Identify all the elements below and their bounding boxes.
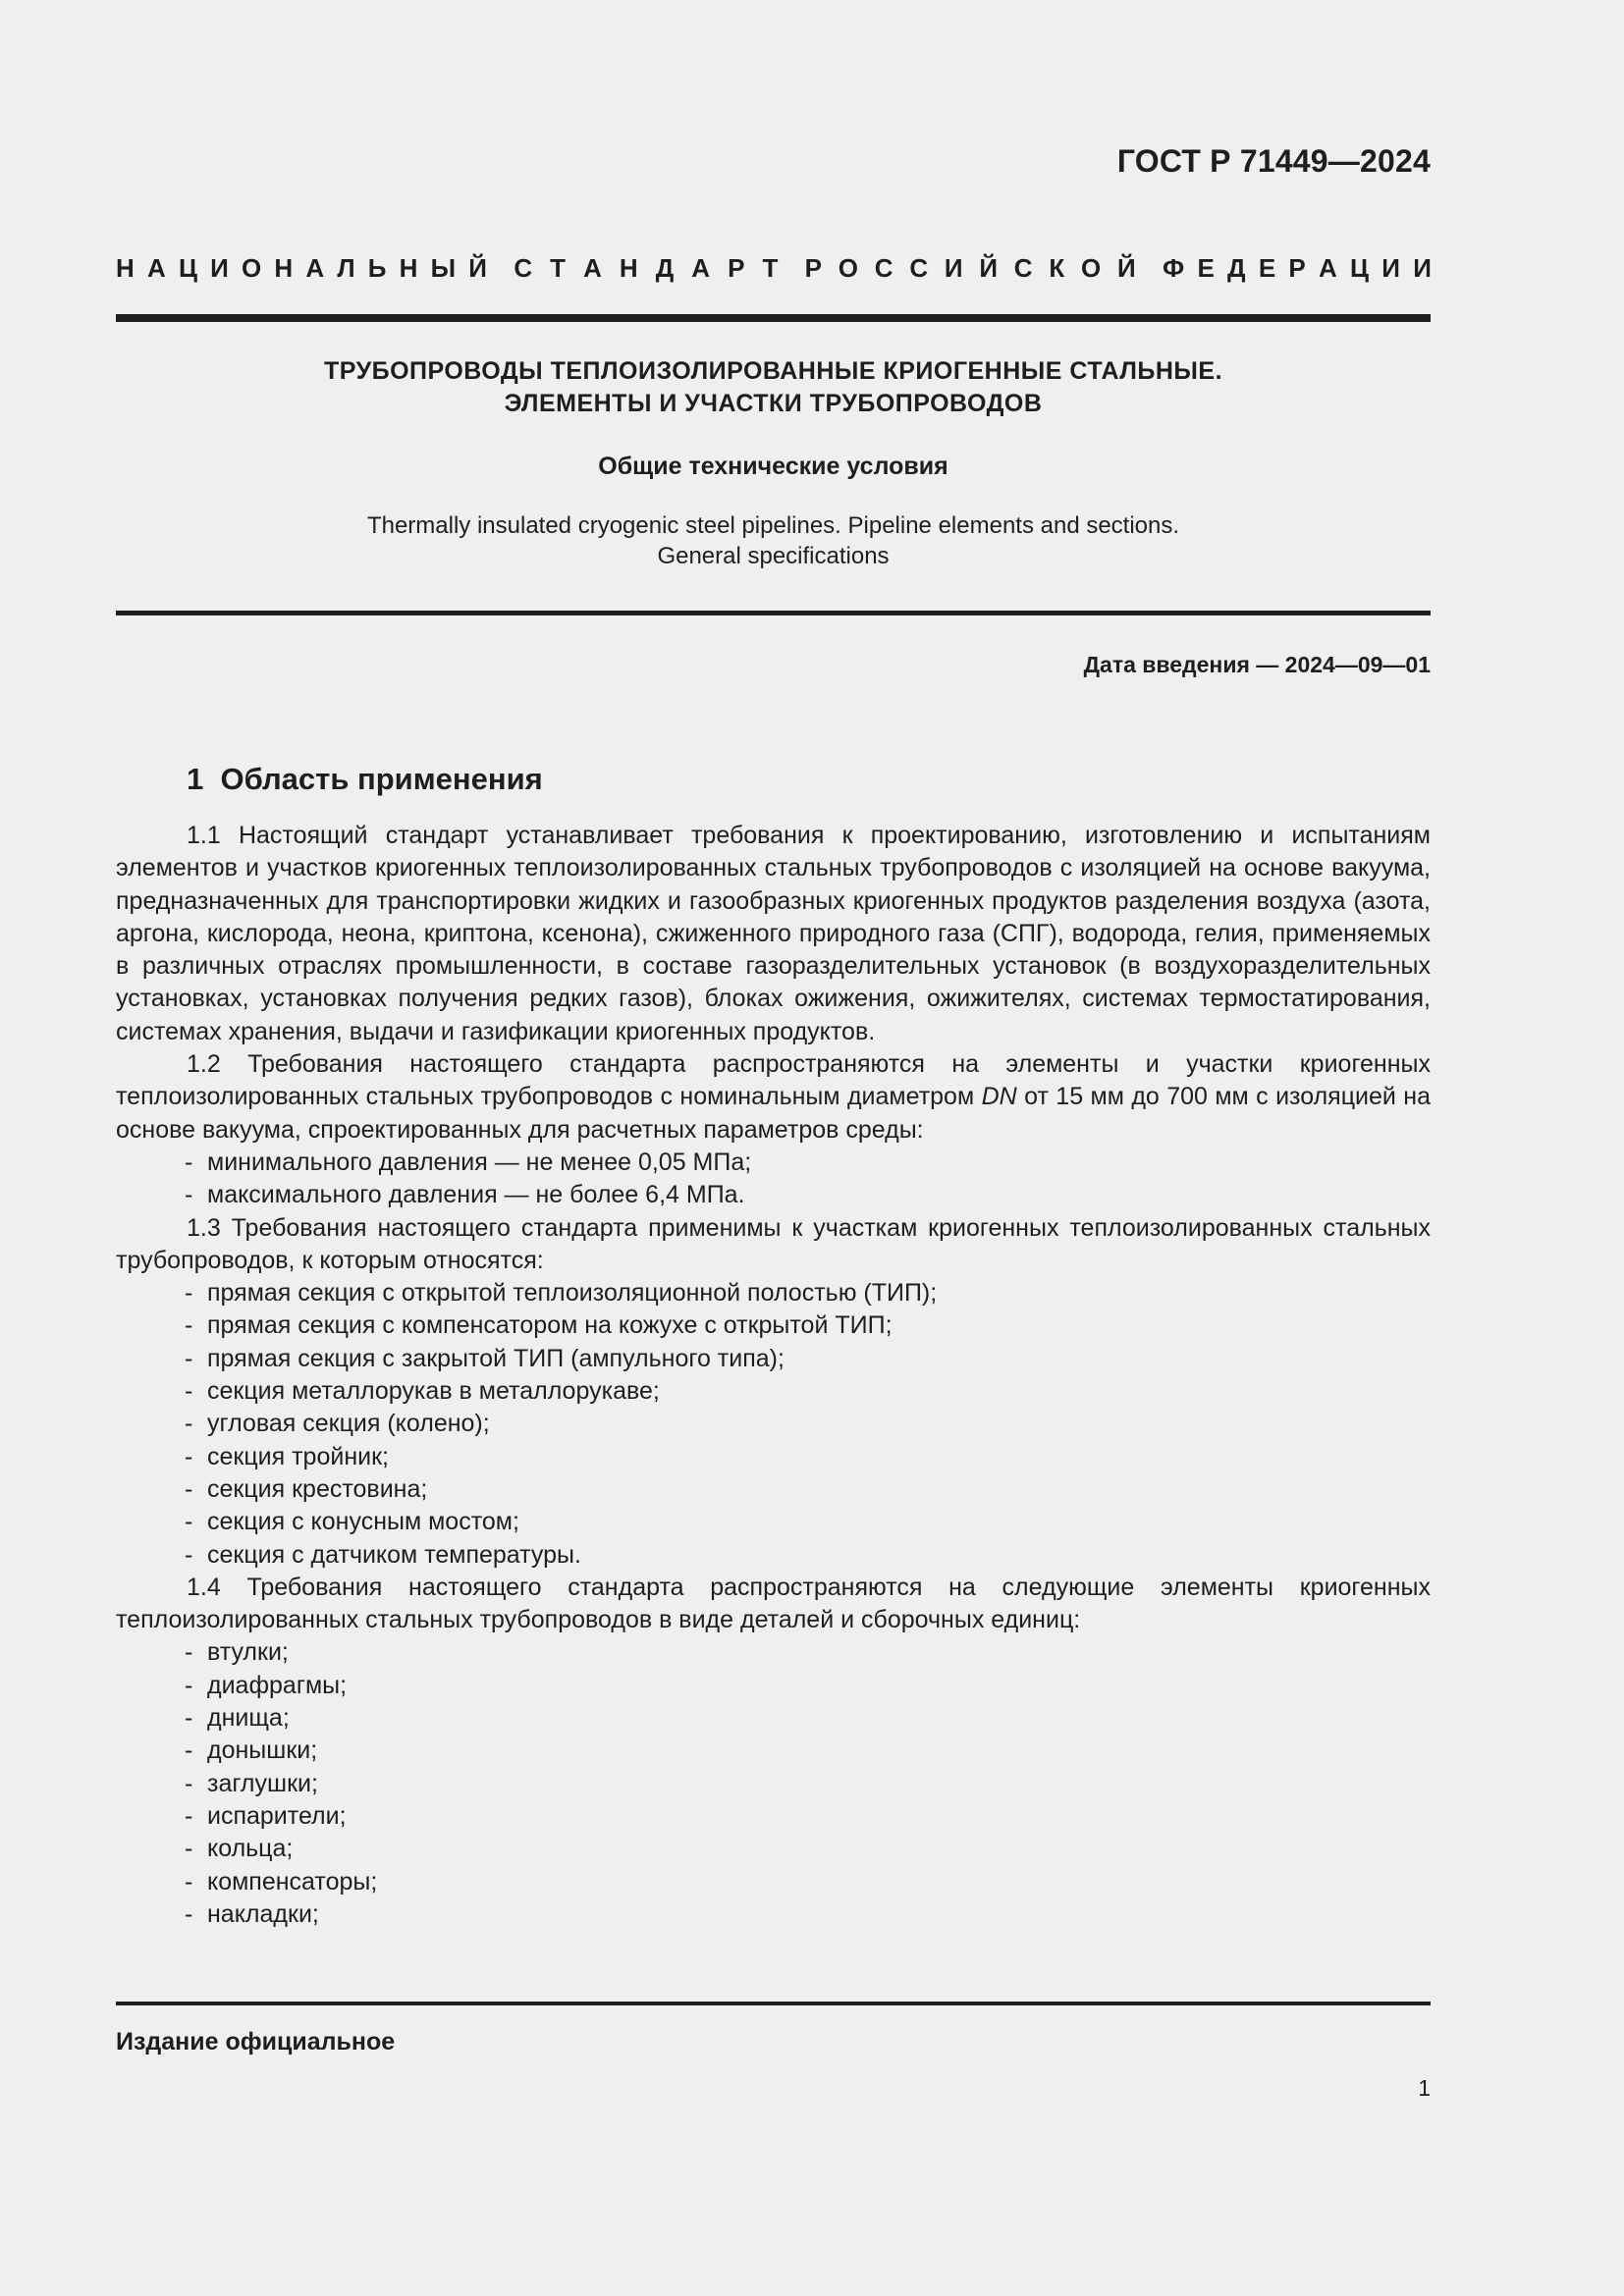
list-item-text: минимального давления — не менее 0,05 МПа; xyxy=(207,1148,752,1176)
banner-word-1: Н А Ц И О Н А Л Ь Н Ы Й xyxy=(116,253,487,283)
english-title-line-2: General specifications xyxy=(657,543,890,569)
dn-symbol: DN xyxy=(981,1083,1017,1111)
list-dash: - xyxy=(185,1769,193,1797)
section-body xyxy=(116,820,1431,1931)
list-item-text: прямая секция с открытой теплоизоляционной полостью (ТИП); xyxy=(207,1279,938,1308)
list-item-text: втулки; xyxy=(207,1638,289,1667)
english-title-line-1: Thermally insulated cryogenic steel pipelines. Pipeline elements and sections. xyxy=(366,512,1180,539)
title-line-2: ЭЛЕМЕНТЫ И УЧАСТКИ ТРУБОПРОВОДОВ xyxy=(504,390,1043,417)
title-line-1: ТРУБОПРОВОДЫ ТЕПЛОИЗОЛИРОВАННЫЕ КРИОГЕННЫЕ СТАЛЬНЫЕ. xyxy=(323,357,1223,385)
list-item-text: диафрагмы; xyxy=(207,1671,348,1699)
paragraph-1-3: 1.3 Требования настоящего стандарта применимы к участкам криогенных теплоизолированных стальных трубопроводов, к которым относятся: xyxy=(116,1213,1431,1274)
sections-list-item xyxy=(116,1343,1431,1375)
elements-list-item xyxy=(116,1800,1431,1833)
official-edition-label: Издание официальное xyxy=(116,2028,396,2056)
title-block xyxy=(116,355,1431,420)
sections-list xyxy=(116,1277,1431,1572)
elements-list-item xyxy=(116,1768,1431,1800)
banner-word-3: Р О С С И Й С К О Й xyxy=(804,253,1136,283)
pressure-list-item xyxy=(116,1147,1431,1179)
list-dash: - xyxy=(185,1410,193,1438)
list-item-text: секция тройник; xyxy=(207,1442,389,1470)
subtitle: Общие технические условия xyxy=(598,453,948,480)
list-dash: - xyxy=(185,1474,193,1503)
elements-list-item xyxy=(116,1898,1431,1931)
english-title xyxy=(116,510,1431,571)
list-item-text: максимального давления — не более 6,4 МПа. xyxy=(207,1181,745,1209)
sections-list-item xyxy=(116,1375,1431,1408)
pressure-list-item xyxy=(116,1179,1431,1211)
list-dash: - xyxy=(185,1181,193,1209)
list-item-text: кольца; xyxy=(207,1835,294,1863)
list-dash: - xyxy=(185,1867,193,1896)
list-item-text: секция крестовина; xyxy=(207,1474,428,1503)
document-number: ГОСТ Р 71449—2024 xyxy=(1116,143,1431,179)
list-dash: - xyxy=(185,1311,193,1340)
list-dash: - xyxy=(185,1638,193,1667)
list-dash: - xyxy=(185,1148,193,1176)
list-item-text: прямая секция с закрытой ТИП (ампульного типа); xyxy=(207,1344,785,1372)
list-dash: - xyxy=(185,1344,193,1372)
elements-list-item xyxy=(116,1670,1431,1702)
title-bottom-rule xyxy=(116,611,1431,615)
list-dash: - xyxy=(185,1835,193,1863)
page-number: 1 xyxy=(1418,2075,1431,2101)
list-item-text: прямая секция с компенсатором на кожухе с открытой ТИП; xyxy=(207,1311,893,1340)
list-item-text: компенсаторы; xyxy=(207,1867,378,1896)
list-dash: - xyxy=(185,1377,193,1406)
paragraph-1-1: 1.1 Настоящий стандарт устанавливает требования к проектированию, изготовлению и испытаниям элементов и участков криогенных теплоизолированных стальных трубопроводов с изоляцией на основе вакуума, предназначенных для транспортировки жидких и газообразных криогенных продуктов разделения воздуха (азота, аргона, кислорода, неона, криптона, ксенона), сжиженного природного газа (СПГ), водорода, гелия, применяемых в различных отраслях промышленности, в составе газоразделительных установок (в воздухоразделительных установках, установках получения редких газов), блоках ожижения, ожижителях, системах термостатирования, системах хранения, выдачи и газификации криогенных продуктов. xyxy=(116,822,1431,1045)
list-item-text: заглушки; xyxy=(207,1769,318,1797)
list-dash: - xyxy=(185,1508,193,1536)
sections-list-item xyxy=(116,1309,1431,1342)
sections-list-item xyxy=(116,1506,1431,1538)
elements-list-item xyxy=(116,1636,1431,1669)
list-dash: - xyxy=(185,1540,193,1569)
banner-word-2: С Т А Н Д А Р Т xyxy=(514,253,779,283)
list-item-text: угловая секция (колено); xyxy=(207,1410,490,1438)
sections-list-item xyxy=(116,1539,1431,1572)
elements-list-item xyxy=(116,1866,1431,1898)
list-item-text: секция с датчиком температуры. xyxy=(207,1540,581,1569)
introduction-date: Дата введения — 2024—09—01 xyxy=(1083,652,1431,677)
list-dash: - xyxy=(185,1801,193,1830)
paragraph-1-2-start: 1.2 Требования настоящего стандарта распространяются на элементы и участки криогенных теплоизолированных стальных трубопроводов с номинальным диаметром xyxy=(116,1050,1431,1111)
footer-rule xyxy=(116,2002,1431,2005)
list-dash: - xyxy=(185,1442,193,1470)
section-heading xyxy=(187,762,543,797)
list-item-text: накладки; xyxy=(207,1899,319,1928)
section-number: 1 xyxy=(187,762,204,796)
pressure-list xyxy=(116,1147,1431,1212)
sections-list-item xyxy=(116,1408,1431,1440)
list-dash: - xyxy=(185,1736,193,1765)
list-item-text: испарители; xyxy=(207,1801,347,1830)
list-item-text: донышки; xyxy=(207,1736,318,1765)
list-item-text: секция с конусным мостом; xyxy=(207,1508,519,1536)
paragraph-1-2-end: от 15 мм до 700 мм с изоляцией на основе вакуума, спроектированных для расчетных параметров среды: xyxy=(116,1083,1431,1144)
elements-list-item xyxy=(116,1702,1431,1735)
list-dash: - xyxy=(185,1671,193,1699)
banner-word-4: Ф Е Д Е Р А Ц И И xyxy=(1162,253,1432,283)
list-dash: - xyxy=(185,1704,193,1733)
top-rule xyxy=(116,314,1431,322)
sections-list-item xyxy=(116,1277,1431,1309)
list-item-text: днища; xyxy=(207,1704,290,1733)
paragraph-1-2 xyxy=(116,1048,1431,1147)
sections-list-item xyxy=(116,1441,1431,1473)
sections-list-item xyxy=(116,1473,1431,1506)
elements-list xyxy=(116,1636,1431,1931)
list-dash: - xyxy=(185,1899,193,1928)
section-title: Область применения xyxy=(220,762,543,796)
list-item-text: секция металлорукав в металлорукаве; xyxy=(207,1377,660,1406)
paragraph-1-4: 1.4 Требования настоящего стандарта распространяются на следующие элементы криогенных теплоизолированных стальных трубопроводов в виде деталей и сборочных единиц: xyxy=(116,1573,1431,1634)
national-standard-banner xyxy=(116,253,1432,284)
list-dash: - xyxy=(185,1279,193,1308)
elements-list-item xyxy=(116,1735,1431,1767)
elements-list-item xyxy=(116,1833,1431,1865)
